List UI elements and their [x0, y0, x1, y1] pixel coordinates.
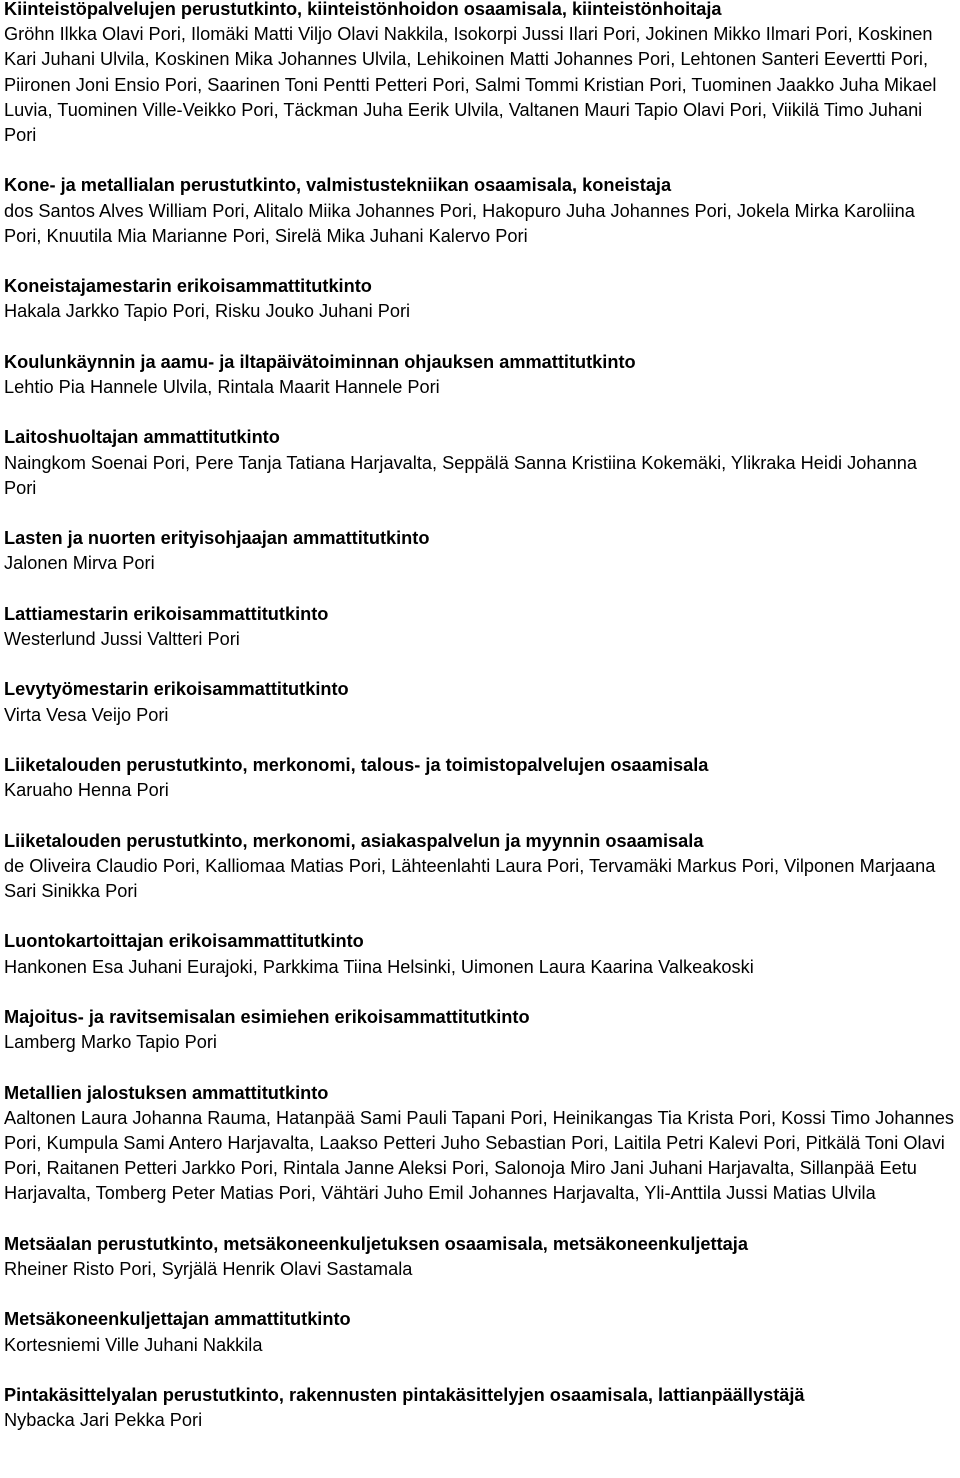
qualification-heading: Lasten ja nuorten erityisohjaajan ammattitutkinto [4, 528, 430, 549]
graduate-list: Virta Vesa Veijo Pori [4, 704, 169, 725]
qualification-section [4, 1005, 954, 1055]
graduate-list: Westerlund Jussi Valtteri Pori [4, 628, 240, 649]
document-page [4, 0, 954, 1459]
graduate-list: de Oliveira Claudio Pori, Kalliomaa Matias Pori, Lähteenlahti Laura Pori, Tervamäki Markus Pori, Vilponen Marjaana Sari Sinikka Pori [4, 855, 936, 901]
qualification-section [4, 425, 954, 501]
qualification-section [4, 929, 954, 979]
qualification-heading: Majoitus- ja ravitsemisalan esimiehen erikoisammattitutkinto [4, 1006, 530, 1027]
graduate-list: Lehtio Pia Hannele Ulvila, Rintala Maarit Hannele Pori [4, 377, 440, 397]
qualification-heading: Koulunkäynnin ja aamu- ja iltapäivätoiminnan ohjauksen ammattitutkinto [4, 351, 636, 372]
qualification-heading: Levytyömestarin erikoisammattitutkinto [4, 679, 349, 700]
qualification-section [4, 274, 954, 324]
graduate-list: Karuaho Henna Pori [4, 780, 169, 801]
graduate-list: Rheiner Risto Pori, Syrjälä Henrik Olavi Sastamala [4, 1258, 413, 1279]
graduate-list: Naingkom Soenai Pori, Pere Tanja Tatiana Harjavalta, Seppälä Sanna Kristiina Kokemäki, Ylikraka Heidi Johanna Pori [4, 452, 917, 498]
qualification-heading: Liiketalouden perustutkinto, merkonomi, talous- ja toimistopalvelujen osaamisala [4, 754, 709, 775]
qualification-heading: Lattiamestarin erikoisammattitutkinto [4, 603, 329, 624]
qualification-section [4, 0, 954, 148]
qualification-heading: Kiinteistöpalvelujen perustutkinto, kiinteistönhoidon osaamisala, kiinteistönhoitaja [4, 0, 722, 19]
qualification-section [4, 1307, 954, 1357]
graduate-list: Aaltonen Laura Johanna Rauma, Hatanpää Sami Pauli Tapani Pori, Heinikangas Tia Krista Pori, Kossi Timo Johannes Pori, Kumpula Sami Antero Harjavalta, Laakso Petteri Juho Sebastian Pori, Laitila Petri Kalevi Pori, Pitkälä Toni Olavi Pori, Raitanen Petteri Jarkko Pori, Rintala Janne Aleksi Pori, Salonoja Miro Jani Juhani Harjavalta, Sillanpää Eetu Harjavalta, Tomberg Peter Matias Pori, Vähtäri Juho Emil Johannes Harjavalta, Yli-Anttila Jussi Matias Ulvila [4, 1107, 955, 1204]
graduate-list: Nybacka Jari Pekka Pori [4, 1410, 203, 1431]
qualification-heading: Luontokartoittajan erikoisammattitutkinto [4, 931, 364, 952]
graduate-list: Kortesniemi Ville Juhani Nakkila [4, 1334, 263, 1355]
qualification-heading: Liiketalouden perustutkinto, merkonomi, asiakaspalvelun ja myynnin osaamisala [4, 830, 704, 851]
qualification-section [4, 677, 954, 727]
qualification-section [4, 1232, 954, 1282]
graduate-list: Lamberg Marko Tapio Pori [4, 1032, 217, 1053]
qualification-heading: Laitoshuoltajan ammattitutkinto [4, 427, 280, 448]
qualification-section [4, 829, 954, 905]
qualification-section [4, 1383, 954, 1433]
qualification-heading: Pintakäsittelyalan perustutkinto, rakennusten pintakäsittelyjen osaamisala, lattianpäällystäjä [4, 1384, 805, 1405]
qualification-section [4, 526, 954, 576]
qualification-heading: Kone- ja metallialan perustutkinto, valmistustekniikan osaamisala, koneistaja [4, 175, 672, 196]
qualification-section [4, 753, 954, 803]
graduate-list: dos Santos Alves William Pori, Alitalo Miika Johannes Pori, Hakopuro Juha Johannes Pori, Jokela Mirka Karoliina Pori, Knuutila Mia Marianne Pori, Sirelä Mika Juhani Kalervo Pori [4, 200, 915, 246]
qualification-section [4, 350, 954, 400]
qualification-heading: Metsäalan perustutkinto, metsäkoneenkuljetuksen osaamisala, metsäkoneenkuljettaja [4, 1233, 748, 1254]
graduate-list: Jalonen Mirva Pori [4, 553, 155, 574]
graduate-list: Hankonen Esa Juhani Eurajoki, Parkkima Tiina Helsinki, Uimonen Laura Kaarina Valkeakoski [4, 956, 754, 977]
qualification-heading: Metallien jalostuksen ammattitutkinto [4, 1082, 329, 1103]
qualification-section [4, 1081, 954, 1207]
qualification-section [4, 173, 954, 249]
qualification-heading: Koneistajamestarin erikoisammattitutkinto [4, 276, 372, 297]
graduate-list: Hakala Jarkko Tapio Pori, Risku Jouko Juhani Pori [4, 301, 411, 322]
graduate-list: Gröhn Ilkka Olavi Pori, Ilomäki Matti Viljo Olavi Nakkila, Isokorpi Jussi Ilari Pori, Jokinen Mikko Ilmari Pori, Koskinen Kari Juhani Ulvila, Koskinen Mika Johannes Ulvila, Lehikoinen Matti Johannes Pori, Lehtonen Santeri Eevertti Pori, Piironen Joni Ensio Pori, Saarinen Toni Pentti Petteri Pori, Salmi Tommi Kristian Pori, Tuominen Jaakko Juha Mikael Luvia, Tuominen Ville-Veikko Pori, Täckman Juha Eerik Ulvila, Valtanen Mauri Tapio Olavi Pori, Viikilä Timo Juhani Pori [4, 24, 937, 146]
qualification-heading: Metsäkoneenkuljettajan ammattitutkinto [4, 1309, 351, 1330]
qualification-section [4, 602, 954, 652]
